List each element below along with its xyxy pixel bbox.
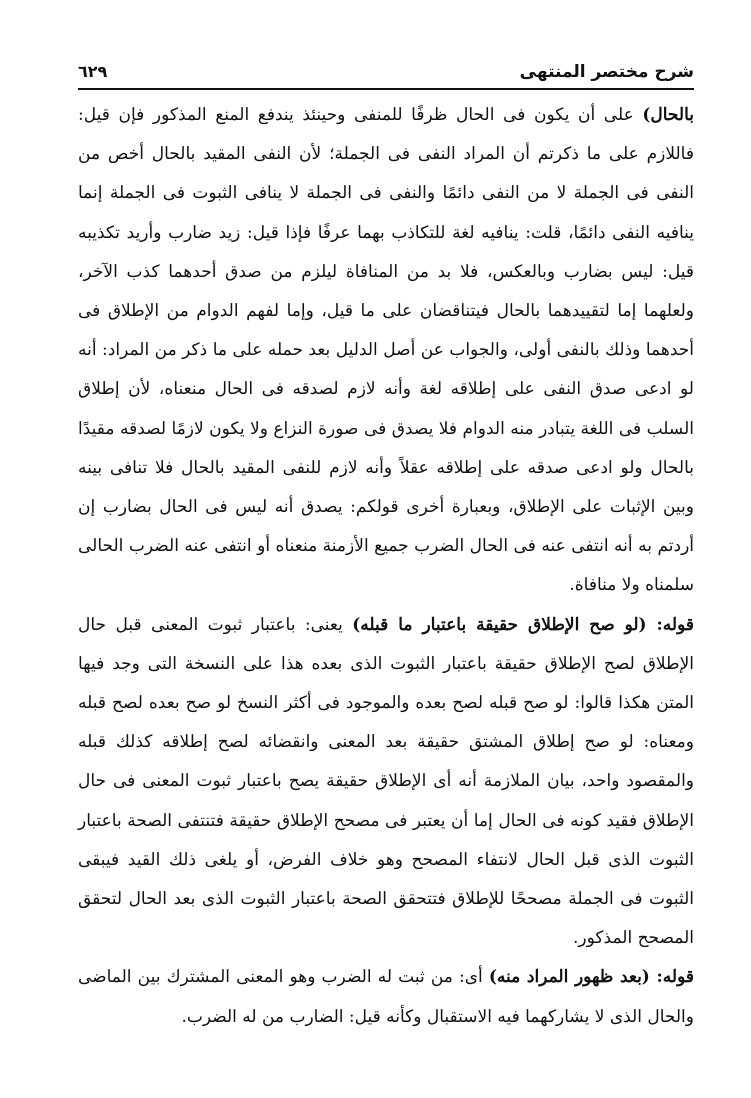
paragraph-3-lead: قوله: (بعد ظهور المراد منه)	[488, 967, 694, 988]
paragraph-2-lead: قوله: (لو صح الإطلاق حقيقة باعتبار ما قبله)	[352, 614, 694, 635]
paragraph-2-text: يعنى: باعتبار ثبوت المعنى قبل حال الإطلاق لصح الإطلاق حقيقة باعتبار الثبوت الذى بعده هذا على النسخة التى وجد فيها المتن هكذا قالوا: لو صح قبله لصح بعده والموجود فى أكثر النسخ لو صح بعده لصح قبله ومعناه: لو صح إطلاق المشتق حقيقة بعد المعنى وانقضائه لصح إطلاقه كذلك قبله والمقصود واحد، بيان الملازمة أنه أى الإطلاق حقيقة يصح باعتبار ثبوت المعنى فى حال الإطلاق فقيد كونه فى الحال إما أن يعتبر فى مصحح الإطلاق حقيقة فتنتفى الصحة باعتبار الثبوت الذى قبل الحال لانتفاء المصحح وهو خلاف الفرض، أو يلغى ذلك القيد فيبقى الثبوت فى الجملة مصححًا للإطلاق فتتحقق الصحة باعتبار الثبوت الذى بعد الحال لتحقق المصحح المذكور.	[78, 614, 694, 949]
body-text	[78, 96, 694, 1037]
page-number: ٦٢٩	[78, 62, 108, 81]
running-title: شرح مختصر المنتهى	[519, 62, 694, 82]
header-rule	[78, 88, 694, 90]
paragraph-3-text: أى: من ثبت له الضرب وهو المعنى المشترك بين الماضى والحال الذى لا يشاركهما فيه الاستقبال وكأنه قيل: الضارب من له الضرب.	[78, 967, 694, 1027]
paragraph-1-text: على أن يكون فى الحال ظرفًا للمنفى وحينئذ يندفع المنع المذكور فإن قيل: فاللازم على ما ذكرتم أن المراد النفى فى الجملة؛ لأن النفى المقيد بالحال أخص من النفى فى الجملة لا من النفى دائمًا والنفى فى الجملة لا ينافى الثبوت فى الجملة إنما ينافيه النفى دائمًا، قلت: ينافيه لغة للتكاذب بهما عرفًا فإذا قيل: زيد ضارب وأريد تكذيبه قيل: ليس بضارب وبالعكس، فلا بد من المنافاة ليلزم من صدق أحدهما كذب الآخر، ولعلهما إما لتقييدهما بالحال فيتناقضان على ما قيل، وإما لفهم الدوام من الإطلاق فى أحدهما وذلك بالنفى أولى، والجواب عن أصل الدليل بعد حمله على ما ذكر من المراد: أنه لو ادعى صدق النفى على إطلاقه لغة وأنه لازم لصدقه فى الحال منعناه، لأن إطلاق السلب فى اللغة يتبادر منه الدوام فلا يصدق فى صورة النزاع ولا يكون لازمًا لصدقه مقيدًا بالحال ولو ادعى صدقه على إطلاقه عقلاً وأنه لازم للنفى المقيد بالحال فلا تنافى بينه وبين الإثبات على الإطلاق، وبعبارة أخرى قولكم: يصدق أنه ليس فى الحال بضارب إن أردتم به أنه انتفى عنه فى الحال الضرب جميع الأزمنة منعناه أو انتفى عنه الضرب الحالى سلمناه ولا منافاة.	[78, 105, 694, 596]
paragraph-1-lead: بالحال)	[642, 105, 694, 125]
paragraph-2	[78, 606, 694, 959]
paragraph-3	[78, 958, 694, 1036]
page-header	[78, 58, 694, 88]
paragraph-1	[78, 96, 694, 606]
